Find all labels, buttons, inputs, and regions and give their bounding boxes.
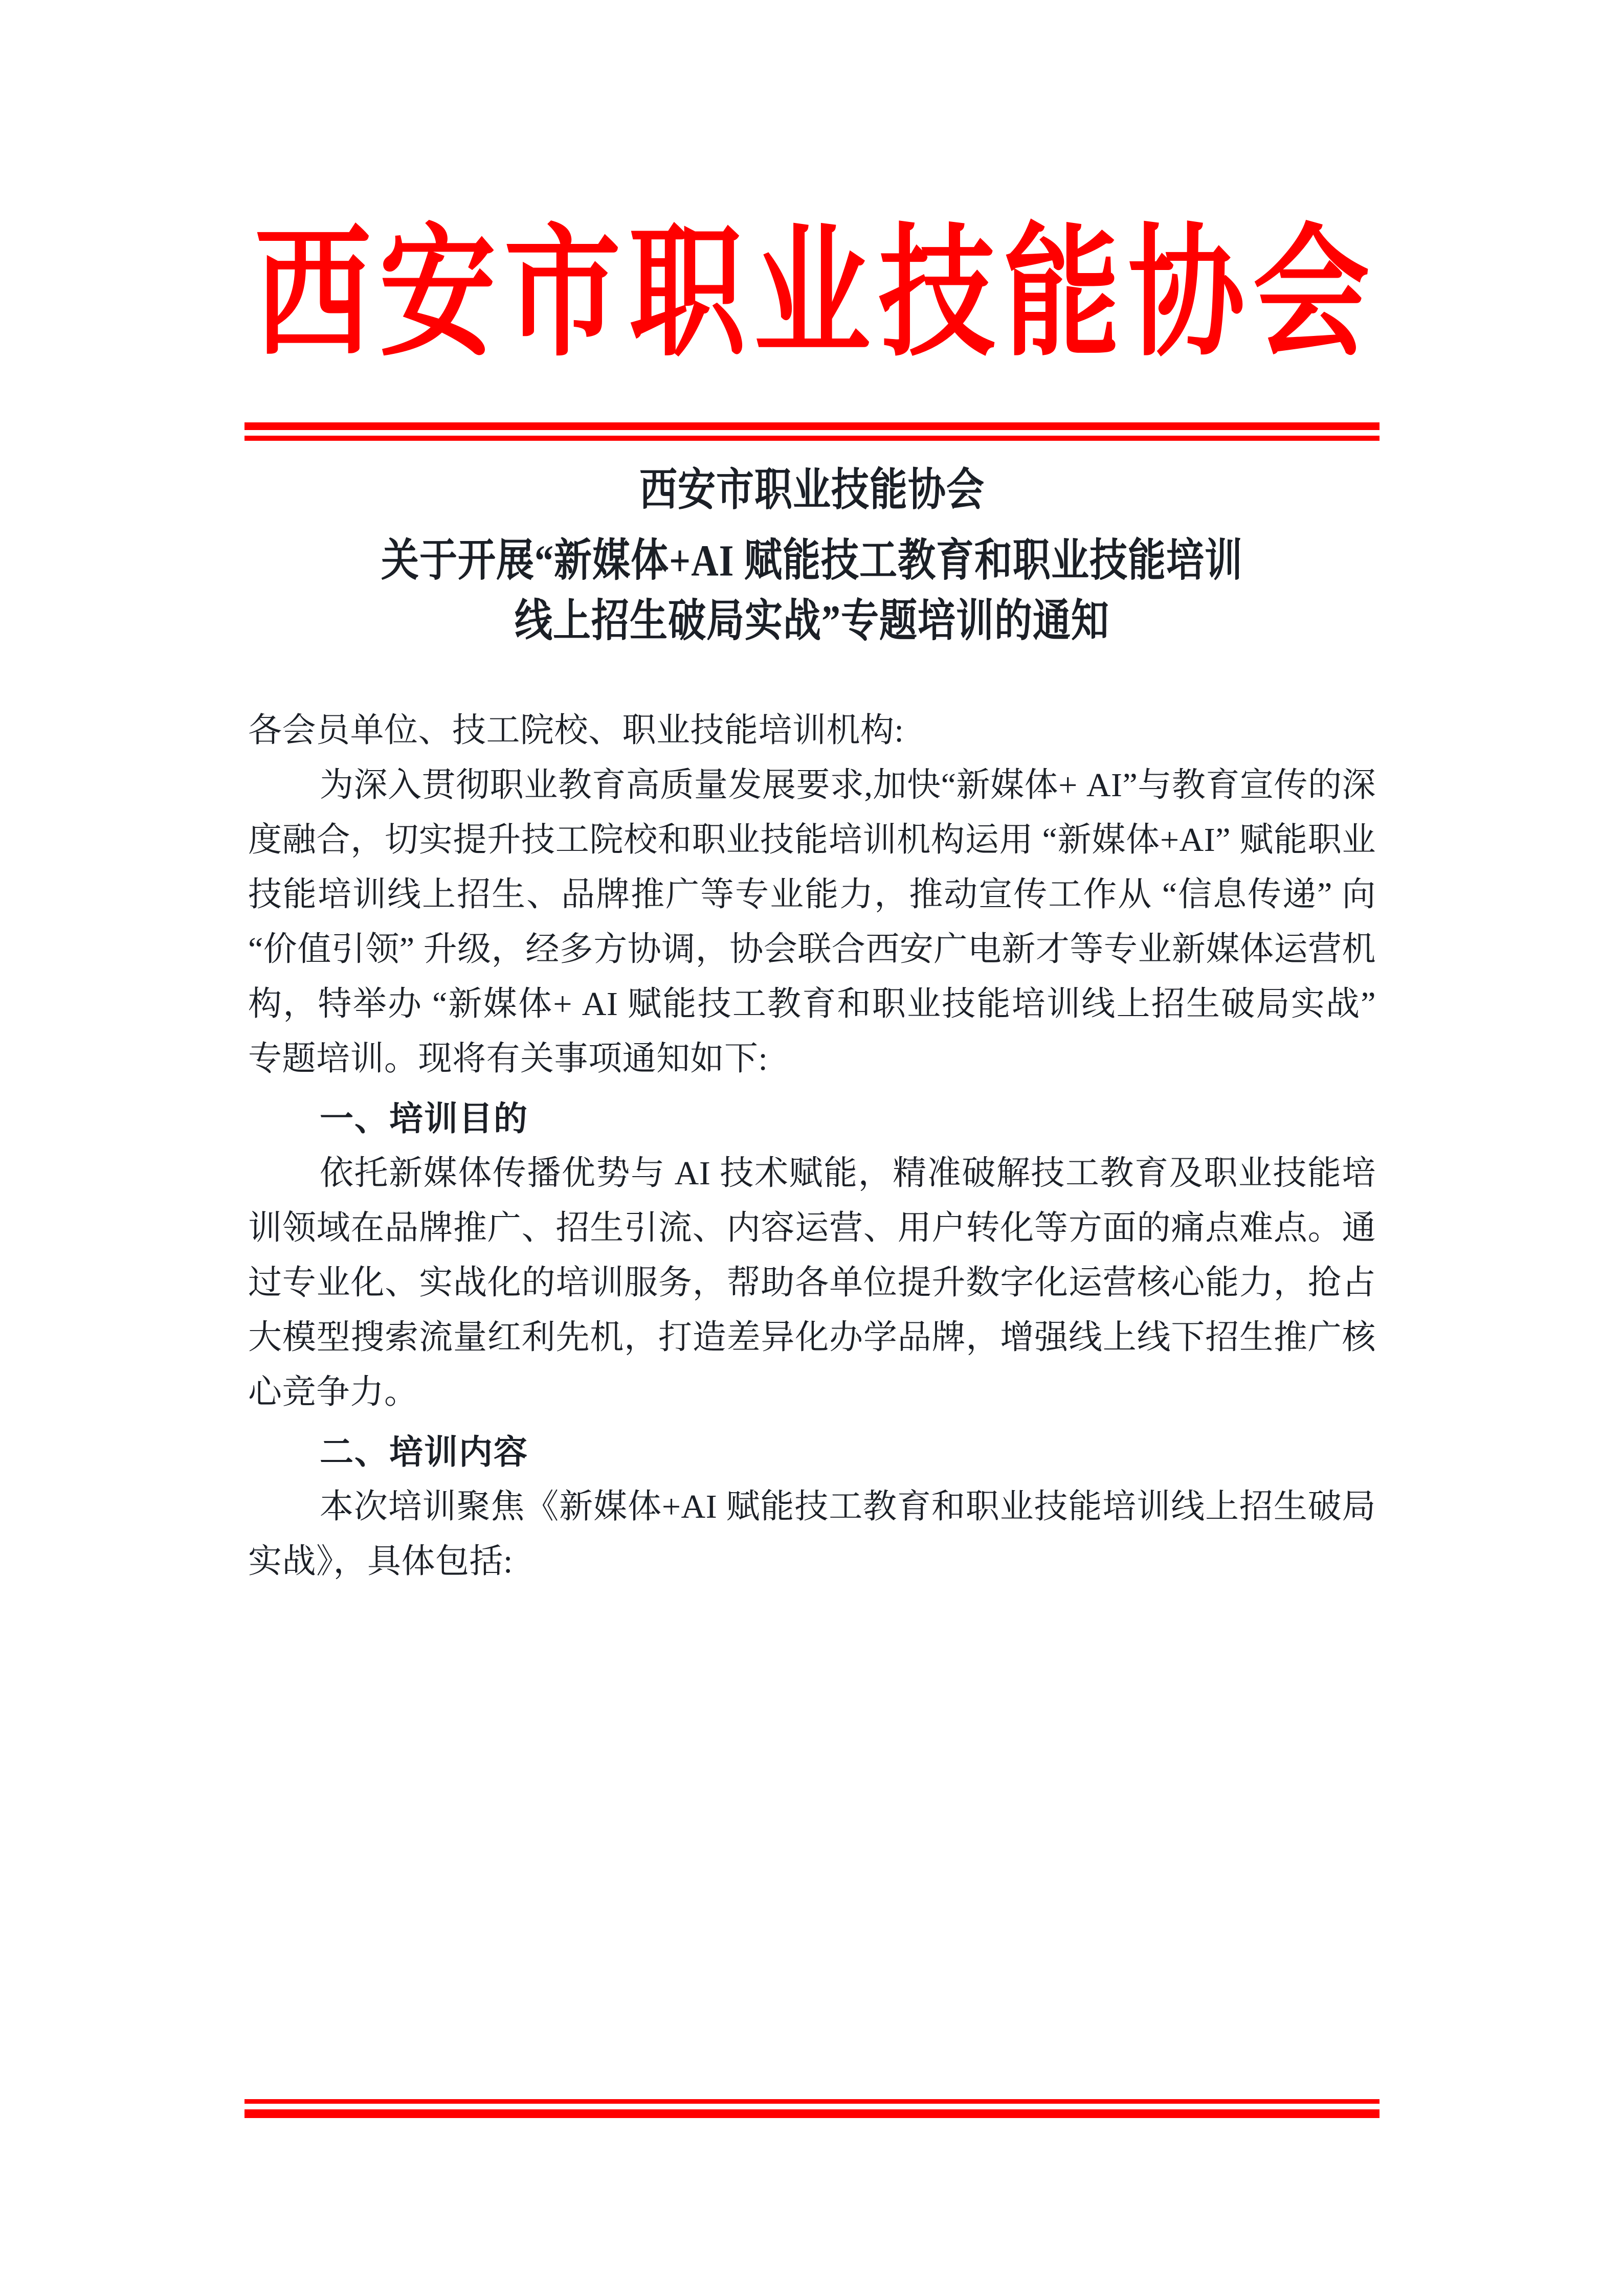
header-rule-gap — [244, 430, 1380, 436]
section-heading-training-purpose: 一、培训目的 — [320, 1099, 528, 1137]
footer-rule-thick-bar — [244, 2109, 1380, 2118]
footer-rule-gap — [244, 2104, 1380, 2109]
section-paragraph-training-content: 本次培训聚焦《新媒体+AI 赋能技工教育和职业技能培训线上招生破局实战》，具体包括: — [248, 1488, 1376, 1580]
section-spacer — [248, 1420, 1376, 1425]
section-heading-training-content: 二、培训内容 — [320, 1433, 528, 1471]
section-paragraph-training-purpose: 依托新媒体传播优势与 AI 技术赋能，精准破解技工教育及职业技能培训领域在品牌推广、招生引流、内容运营、用户转化等方面的痛点难点。通过专业化、实战化的培训服务，帮助各单位提升数字化运营核心能力，抢占大模型搜索流量红利先机，打造差异化办学品牌，增强线上线下招生推广核心竞争力。 — [248, 1155, 1376, 1411]
header-red-double-rule — [244, 422, 1380, 441]
letterhead — [0, 216, 1624, 374]
title-organization-line: 西安市职业技能协会 — [639, 465, 985, 515]
title-subject-line-2: 线上招生破局实战”专题培训的通知 — [515, 596, 1109, 646]
title-subject-line-1: 关于开展“新媒体+AI 赋能技工教育和职业技能培训 — [381, 536, 1243, 586]
header-rule-thin-bar — [244, 436, 1380, 441]
letterhead-organization-title: 西安市职业技能协会 — [254, 216, 1378, 374]
footer-red-double-rule — [244, 2099, 1380, 2118]
document-title-block — [244, 460, 1380, 651]
intro-paragraph: 为深入贯彻职业教育高质量发展要求,加快“新媒体+ AI”与教育宣传的深度融合，切实提升技工院校和职业技能培训机构运用 “新媒体+AI” 赋能职业技能培训线上招生、品牌推广等专业能力，推动宣传工作从 “信息传递” 向 “价值引领” 升级，经多方协调，协会联合西安广电新才等专业新媒体运营机构，特举办 “新媒体+ AI 赋能技工教育和职业技能培训线上招生破局实战” 专题培训。现将有关事项通知如下: — [248, 767, 1376, 1077]
document-body — [248, 703, 1376, 1589]
section-spacer — [248, 1086, 1376, 1091]
header-rule-thick-bar — [244, 422, 1380, 430]
salutation: 各会员单位、技工院校、职业技能培训机构: — [248, 712, 904, 749]
footer-rule-thin-bar — [244, 2099, 1380, 2104]
